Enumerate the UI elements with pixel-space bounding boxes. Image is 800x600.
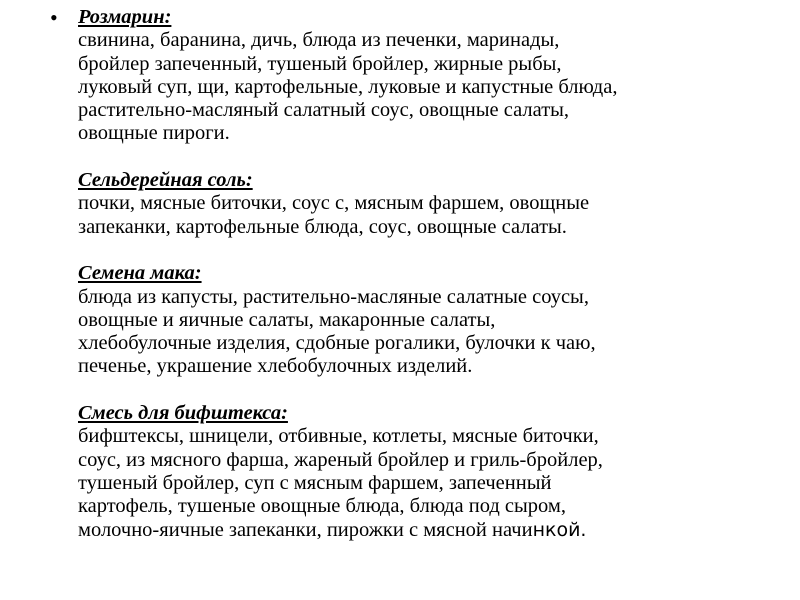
text-line: луковый суп, щи, картофельные, луковые и капустные блюда,	[78, 75, 618, 98]
spice-list	[78, 6, 780, 542]
section-rosemary	[78, 6, 780, 146]
section-heading: Семена мака:	[78, 262, 202, 285]
text-line: растительно-масляный салатный соус, овощные салаты,	[78, 99, 570, 122]
section-heading: Розмарин:	[78, 6, 172, 28]
bullet-point: •	[50, 5, 58, 30]
text-line: бройлер запеченный, тушеный бройлер, жирные рыбы,	[78, 52, 562, 75]
text-line: почки, мясные биточки, соус с, мясным фаршем, овощные	[78, 192, 590, 215]
text-line-tail: нкой.	[532, 518, 587, 541]
text-line: картофель, тушеные овощные блюда, блюда под сыром,	[78, 495, 567, 518]
section-poppy-seeds	[78, 262, 780, 378]
section-heading: Сельдерейная соль:	[78, 169, 253, 192]
text-line-last	[78, 519, 780, 542]
text-line: свинина, баранина, дичь, блюда из печенки, маринады,	[78, 29, 560, 52]
section-celery-salt	[78, 169, 780, 239]
text-line-main: молочно-яичные запеканки, пирожки с мясной начи	[78, 518, 533, 541]
text-line: овощные и яичные салаты, макаронные салаты,	[78, 308, 496, 331]
text-line: овощные пироги.	[78, 122, 230, 145]
section-heading: Смесь для бифштекса:	[78, 402, 288, 425]
text-line: блюда из капусты, растительно-масляные салатные соусы,	[78, 285, 589, 308]
text-line: соус, из мясного фарша, жареный бройлер и гриль-бройлер,	[78, 448, 603, 471]
text-line: тушеный бройлер, суп с мясным фаршем, запеченный	[78, 471, 552, 494]
text-line: печенье, украшение хлебобулочных изделий.	[78, 355, 473, 378]
section-steak-mix	[78, 402, 780, 542]
text-line: запеканки, картофельные блюда, соус, овощные салаты.	[78, 215, 567, 238]
text-line: бифштексы, шницели, отбивные, котлеты, мясные биточки,	[78, 425, 599, 448]
text-line: хлебобулочные изделия, сдобные рогалики, булочки к чаю,	[78, 332, 596, 355]
